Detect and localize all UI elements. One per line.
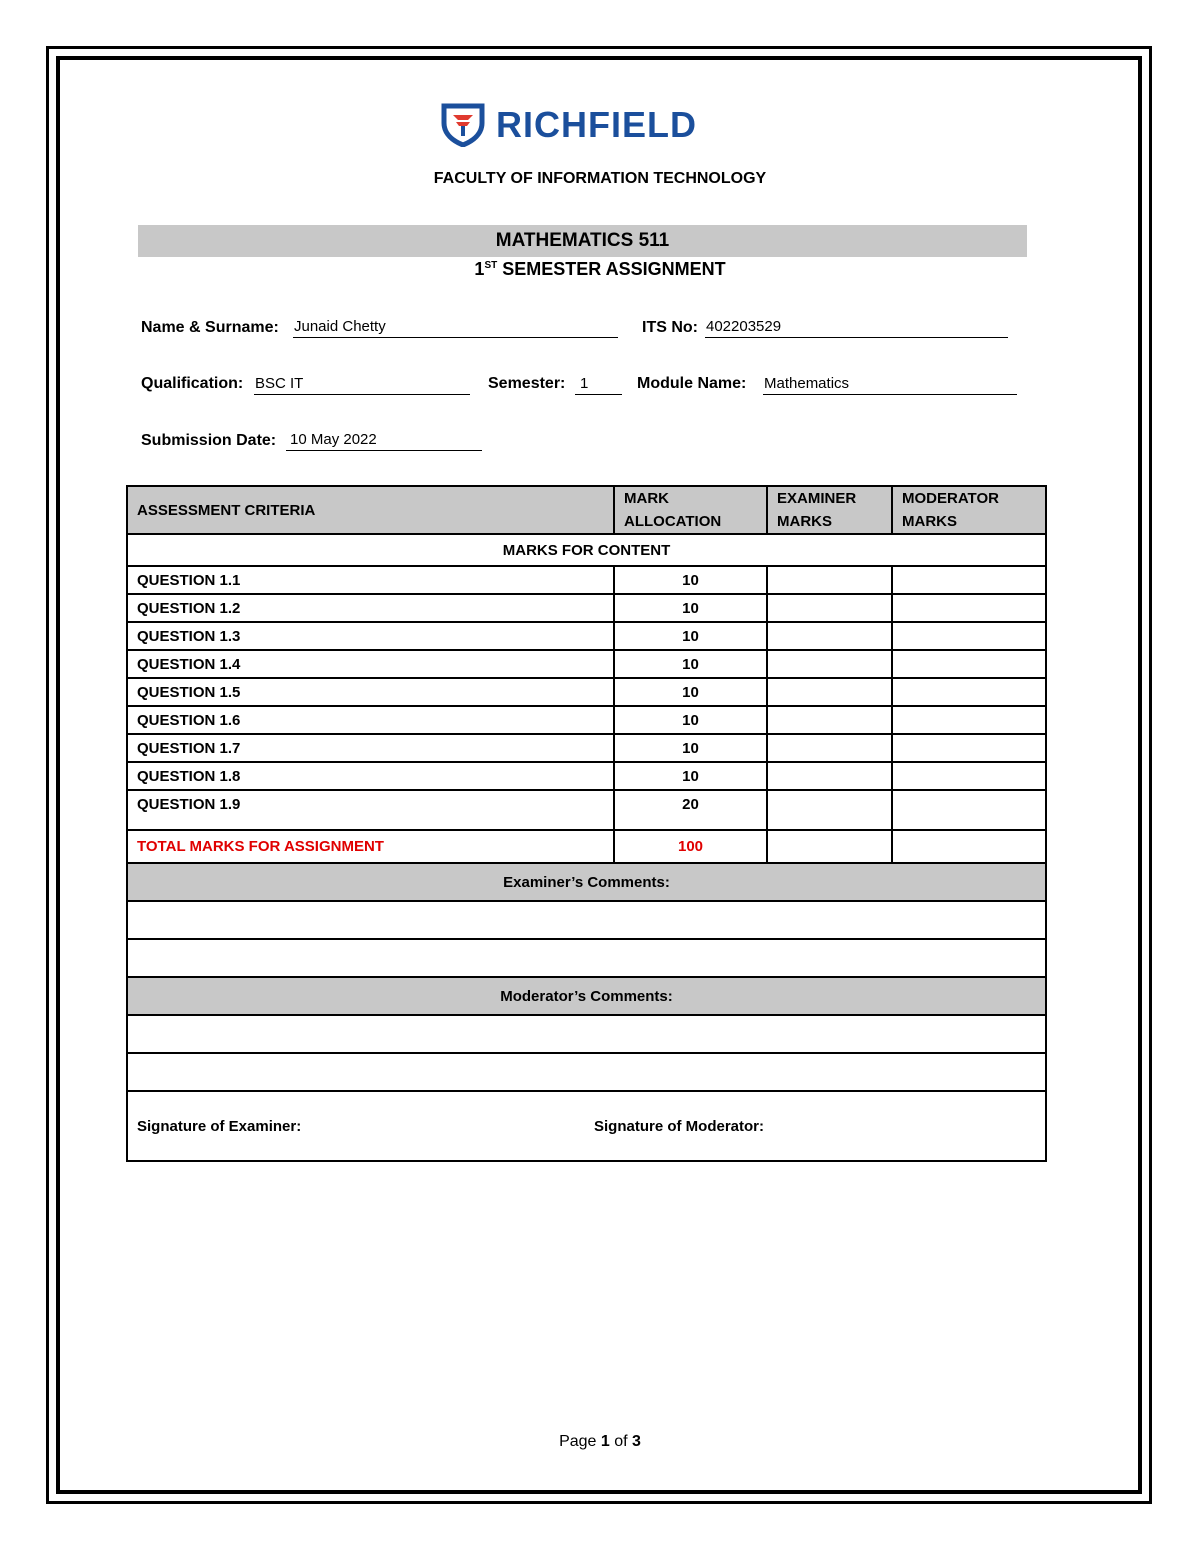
moderator-comment-line [127, 1053, 1046, 1091]
examiner-mark-cell[interactable] [767, 622, 892, 650]
table-row [127, 790, 1046, 830]
moderator-mark-cell[interactable] [892, 594, 1046, 622]
table-row [127, 678, 1046, 706]
semester-label: Semester: [488, 375, 566, 392]
signature-row [127, 1091, 1046, 1161]
table-row [127, 622, 1046, 650]
assignment-label: SEMESTER ASSIGNMENT [497, 259, 726, 279]
richfield-logo [440, 103, 697, 147]
examiner-mark-cell[interactable] [767, 790, 892, 830]
semester-ordinal: ST [484, 260, 498, 271]
mark-allocation: 10 [614, 734, 767, 762]
examiner-mark-cell[interactable] [767, 678, 892, 706]
moderator-comment-field[interactable] [127, 1053, 1046, 1091]
question-label: QUESTION 1.1 [127, 566, 614, 594]
page-total: 3 [632, 1433, 641, 1450]
its-field[interactable]: 402203529 [705, 318, 1008, 338]
moderator-comment-line [127, 1015, 1046, 1053]
module-name-field[interactable]: Mathematics [763, 375, 1017, 395]
assignment-title [0, 259, 1200, 280]
examiner-mark-cell[interactable] [767, 734, 892, 762]
moderator-comments-heading: Moderator’s Comments: [127, 977, 1046, 1015]
page-number: 1 [600, 1433, 610, 1450]
examiner-mark-cell[interactable] [767, 706, 892, 734]
examiner-mark-cell[interactable] [767, 762, 892, 790]
question-label: QUESTION 1.2 [127, 594, 614, 622]
examiner-mark-cell[interactable] [767, 650, 892, 678]
module-name-label: Module Name: [637, 375, 747, 392]
shield-icon [440, 103, 486, 147]
marks-for-content-heading: MARKS FOR CONTENT [127, 534, 1046, 566]
table-row [127, 706, 1046, 734]
examiner-comment-line [127, 901, 1046, 939]
logo-text: RICHFIELD [496, 104, 697, 145]
footer-middle: of [609, 1433, 633, 1450]
table-row [127, 762, 1046, 790]
name-label: Name & Surname: [141, 319, 279, 336]
submission-date-field[interactable]: 10 May 2022 [286, 431, 482, 451]
mark-allocation: 10 [614, 622, 767, 650]
name-field[interactable]: Junaid Chetty [293, 318, 618, 338]
moderator-mark-cell[interactable] [892, 678, 1046, 706]
examiner-comments-heading-row [127, 863, 1046, 901]
moderator-mark-cell[interactable] [892, 734, 1046, 762]
total-row [127, 830, 1046, 863]
header-examiner-marks: EXAMINER MARKS [767, 486, 892, 534]
examiner-comment-field[interactable] [127, 901, 1046, 939]
signature-cell [127, 1091, 1046, 1161]
content-heading-row [127, 534, 1046, 566]
examiner-signature-label: Signature of Examiner: [137, 1117, 302, 1135]
assessment-table [126, 485, 1047, 1162]
mark-allocation: 10 [614, 594, 767, 622]
mark-allocation: 20 [614, 790, 767, 830]
table-row [127, 566, 1046, 594]
header-mark-allocation: MARK ALLOCATION [614, 486, 767, 534]
semester-field[interactable]: 1 [575, 375, 622, 395]
examiner-total-cell[interactable] [767, 830, 892, 863]
moderator-mark-cell[interactable] [892, 790, 1046, 830]
table-row [127, 594, 1046, 622]
faculty-title: FACULTY OF INFORMATION TECHNOLOGY [433, 170, 767, 187]
mark-allocation: 10 [614, 762, 767, 790]
examiner-mark-cell[interactable] [767, 594, 892, 622]
mark-allocation: 10 [614, 566, 767, 594]
total-value: 100 [614, 830, 767, 863]
moderator-total-cell[interactable] [892, 830, 1046, 863]
moderator-mark-cell[interactable] [892, 762, 1046, 790]
header-criteria: ASSESSMENT CRITERIA [127, 486, 614, 534]
examiner-comments-heading: Examiner’s Comments: [127, 863, 1046, 901]
table-row [127, 650, 1046, 678]
question-label: QUESTION 1.8 [127, 762, 614, 790]
question-label: QUESTION 1.5 [127, 678, 614, 706]
moderator-comment-field[interactable] [127, 1015, 1046, 1053]
module-title: MATHEMATICS 511 [138, 225, 1027, 257]
total-label: TOTAL MARKS FOR ASSIGNMENT [127, 830, 614, 863]
moderator-mark-cell[interactable] [892, 566, 1046, 594]
semester-number: 1 [474, 259, 485, 279]
moderator-mark-cell[interactable] [892, 622, 1046, 650]
moderator-mark-cell[interactable] [892, 650, 1046, 678]
footer-prefix: Page [559, 1433, 601, 1450]
examiner-mark-cell[interactable] [767, 566, 892, 594]
header-moderator-marks: MODERATOR MARKS [892, 486, 1046, 534]
examiner-comment-field[interactable] [127, 939, 1046, 977]
table-row [127, 734, 1046, 762]
mark-allocation: 10 [614, 706, 767, 734]
question-label: QUESTION 1.7 [127, 734, 614, 762]
moderator-signature-label: Signature of Moderator: [594, 1117, 765, 1135]
qualification-label: Qualification: [141, 375, 244, 392]
moderator-comments-heading-row [127, 977, 1046, 1015]
question-label: QUESTION 1.9 [127, 790, 614, 830]
moderator-mark-cell[interactable] [892, 706, 1046, 734]
submission-date-label: Submission Date: [141, 432, 277, 449]
question-label: QUESTION 1.3 [127, 622, 614, 650]
its-label: ITS No: [642, 319, 698, 336]
mark-allocation: 10 [614, 678, 767, 706]
page-footer [0, 1433, 1200, 1451]
examiner-comment-line [127, 939, 1046, 977]
question-label: QUESTION 1.6 [127, 706, 614, 734]
table-header-row [127, 486, 1046, 534]
mark-allocation: 10 [614, 650, 767, 678]
qualification-field[interactable]: BSC IT [254, 375, 470, 395]
question-label: QUESTION 1.4 [127, 650, 614, 678]
